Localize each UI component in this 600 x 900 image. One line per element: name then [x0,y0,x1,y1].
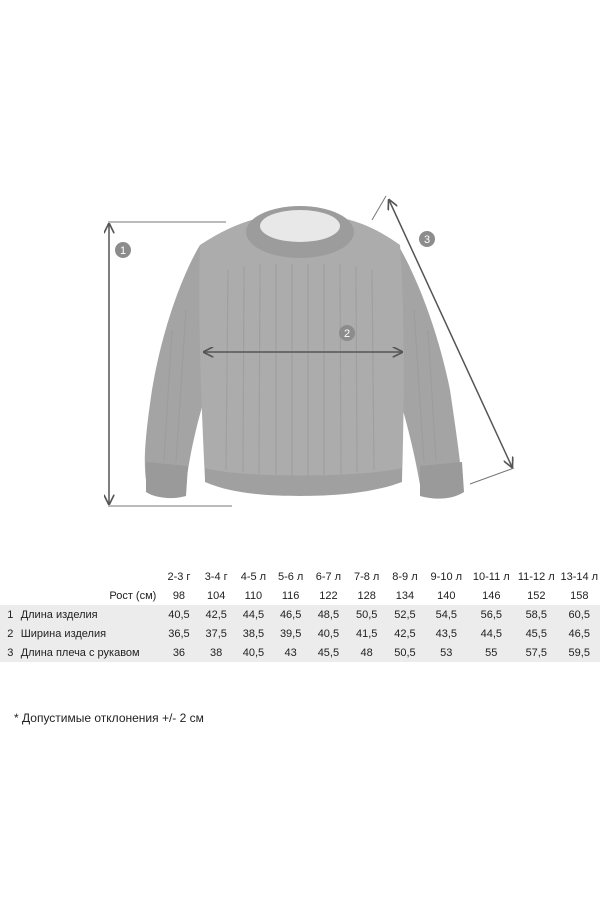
size-header-cell: 5-6 л [277,571,304,583]
value-cell: 58,5 [514,605,558,624]
height-cell: 122 [319,589,338,602]
height-cell: 128 [357,589,376,602]
size-header-cell: 2-3 г [167,571,191,583]
row-label: Длина изделия [21,605,161,624]
size-header-cell: 13-14 л [560,571,599,583]
value-cell: 55 [469,643,515,662]
row-label: Длина плеча с рукавом [21,643,161,662]
height-cell: 104 [207,589,226,602]
value-cell: 60,5 [559,605,600,624]
value-cell: 53 [424,643,468,662]
value-cell: 46,5 [272,605,309,624]
callout-number-3: 3 [423,234,431,246]
height-cell: 116 [281,589,300,602]
size-table-body [0,568,600,662]
value-cell: 52,5 [386,605,424,624]
value-cell: 56,5 [469,605,515,624]
callout-3 [419,231,435,247]
tolerance-note: * Допустимые отклонения +/- 2 см [14,711,204,725]
size-header-cell: 6-7 л [315,571,342,583]
height-row [0,586,600,605]
callout-2 [339,325,355,341]
value-cell: 38,5 [235,624,272,643]
height-label: Рост (см) [109,589,157,602]
sweater-measurement-diagram [0,180,600,520]
neck-opening [260,210,340,242]
row-index: 1 [0,605,21,624]
value-cell: 43 [272,643,309,662]
height-cell: 110 [244,589,263,602]
value-cell: 42,5 [198,605,235,624]
value-cell: 36 [160,643,197,662]
row-index: 2 [0,624,21,643]
height-cell: 146 [482,589,501,602]
value-cell: 50,5 [386,643,424,662]
size-header-cell: 4-5 л [240,571,267,583]
size-header-row [0,568,600,586]
empty-cell [21,568,161,586]
row-label: Ширина изделия [21,624,161,643]
size-header-cell: 7-8 л [353,571,380,583]
value-cell: 57,5 [514,643,558,662]
value-cell: 38 [198,643,235,662]
measurement-row [0,643,600,662]
height-cell: 140 [437,589,456,602]
value-cell: 42,5 [386,624,424,643]
size-header-cell: 11-12 л [517,571,555,583]
measurement-row [0,624,600,643]
value-cell: 45,5 [309,643,347,662]
empty-cell [0,586,21,605]
value-cell: 36,5 [160,624,197,643]
value-cell: 41,5 [348,624,386,643]
value-cell: 44,5 [469,624,515,643]
value-cell: 50,5 [348,605,386,624]
right-cuff [420,462,464,499]
value-cell: 45,5 [514,624,558,643]
value-cell: 54,5 [424,605,468,624]
value-cell: 39,5 [272,624,309,643]
value-cell: 46,5 [559,624,600,643]
callout-number-2: 2 [343,328,351,340]
value-cell: 40,5 [309,624,347,643]
value-cell: 44,5 [235,605,272,624]
empty-cell [0,568,21,586]
height-cell: 98 [172,589,186,602]
size-header-cell: 3-4 г [204,571,228,583]
callout-number-1: 1 [119,245,127,257]
size-table [0,568,600,662]
value-cell: 48 [348,643,386,662]
callout-1 [115,242,131,258]
value-cell: 40,5 [160,605,197,624]
size-header-cell: 8-9 л [392,571,418,583]
height-cell: 158 [570,589,589,602]
row-index: 3 [0,643,21,662]
left-cuff [146,462,188,498]
size-header-cell: 10-11 л [472,571,510,583]
height-cell: 134 [395,589,415,602]
measurement-row [0,605,600,624]
value-cell: 43,5 [424,624,468,643]
size-header-cell: 9-10 л [430,571,463,583]
height-cell: 152 [527,589,546,602]
value-cell: 48,5 [309,605,347,624]
value-cell: 40,5 [235,643,272,662]
value-cell: 59,5 [559,643,600,662]
value-cell: 37,5 [198,624,235,643]
